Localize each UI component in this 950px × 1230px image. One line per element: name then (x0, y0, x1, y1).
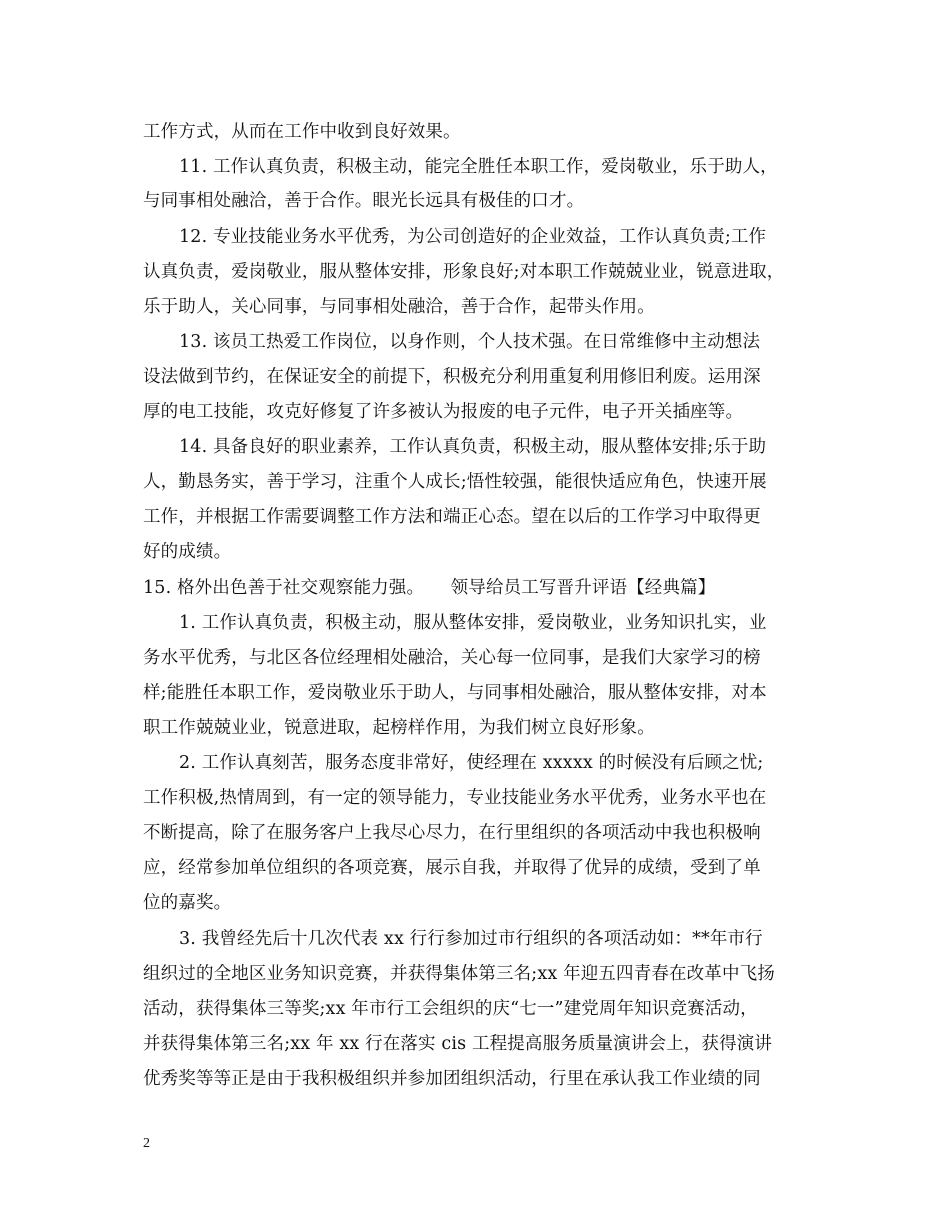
text-line: 好的成绩。 (143, 542, 232, 562)
text-line: 并获得集体第三名;xx 年 xx 行在落实 cis 工程提高服务质量演讲会上，获得演讲 (143, 1034, 773, 1054)
text-line: 人，勤恳务实，善于学习，注重个人成长;悟性较强，能很快适应角色，快速开展 (143, 472, 767, 492)
text-line: 14. 具备良好的职业素养，工作认真负责，积极主动，服从整体安排;乐于助 (179, 437, 767, 457)
text-line: 工作积极,热情周到，有一定的领导能力，专业技能业务水平优秀，业务水平也在 (143, 788, 767, 808)
text-line: 2. 工作认真刻苦，服务态度非常好，使经理在 xxxxx 的时候没有后顾之忧; (179, 753, 764, 773)
text-line: 13. 该员工热爱工作岗位，以身作则，个人技术强。在日常维修中主动想法 (179, 332, 761, 352)
text-line: 11. 工作认真负责，积极主动，能完全胜任本职工作，爱岗敬业，乐于助人， (179, 157, 778, 177)
text-line: 组织过的全地区业务知识竞赛，并获得集体第三名;xx 年迎五四青春在改革中飞扬 (143, 964, 775, 984)
text-line: 与同事相处融洽，善于合作。眼光长远具有极佳的口才。 (143, 191, 585, 211)
page-number: 2 (143, 1136, 150, 1151)
text-line: 工作，并根据工作需要调整工作方法和端正心态。望在以后的工作学习中取得更 (143, 507, 761, 527)
text-line: 务水平优秀，与北区各位经理相处融洽，关心每一位同事，是我们大家学习的榜 (143, 648, 761, 668)
text-line: 乐于助人，关心同事，与同事相处融洽，善于合作，起带头作用。 (143, 297, 655, 317)
text-line: 活动，获得集体三等奖;xx 年市行工会组织的庆“七一”建党周年知识竞赛活动， (143, 999, 758, 1019)
text-line: 1. 工作认真负责，积极主动，服从整体安排，爱岗敬业，业务知识扎实，业 (179, 613, 767, 633)
text-line: 设法做到节约，在保证安全的前提下，积极充分利用重复利用修旧利废。运用深 (143, 367, 761, 387)
text-line: 12. 专业技能业务水平优秀，为公司创造好的企业效益，工作认真负责;工作 (179, 227, 767, 247)
text-line: 工作方式，从而在工作中收到良好效果。 (143, 122, 461, 142)
text-line: 样;能胜任本职工作，爱岗敬业乐于助人，与同事相处融洽，服从整体安排，对本 (143, 683, 767, 703)
text-line: 应，经常参加单位组织的各项竞赛，展示自我，并取得了优异的成绩，受到了单 (143, 858, 761, 878)
text-line: 不断提高，除了在服务客户上我尽心尽力，在行里组织的各项活动中我也积极响 (143, 823, 761, 843)
text-line: 3. 我曾经先后十几次代表 xx 行行参加过市行组织的各项活动如：**年市行 (179, 929, 763, 949)
text-line: 厚的电工技能，攻克好修复了许多被认为报废的电子元件，电子开关插座等。 (143, 402, 744, 422)
text-line: 15. 格外出色善于社交观察能力强。 领导给员工写晋升评语【经典篇】 (143, 578, 716, 598)
text-line: 优秀奖等等正是由于我积极组织并参加团组织活动，行里在承认我工作业绩的同 (143, 1069, 761, 1089)
text-line: 职工作兢兢业业，锐意进取，起榜样作用，为我们树立良好形象。 (143, 718, 655, 738)
text-line: 认真负责，爱岗敬业，服从整体安排，形象良好;对本职工作兢兢业业，锐意进取， (143, 262, 785, 282)
text-line: 位的嘉奖。 (143, 893, 232, 913)
